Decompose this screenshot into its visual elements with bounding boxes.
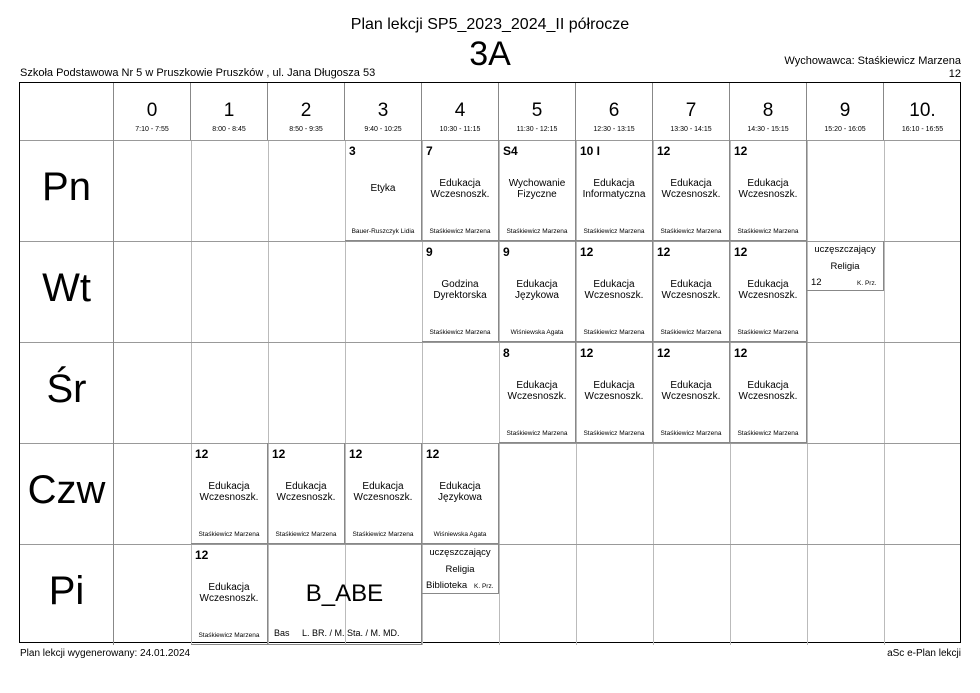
lesson-cell[interactable] [268,443,345,544]
lesson-cell[interactable] [422,140,499,241]
period-number: 7 [685,100,697,121]
lesson-room: 12 [580,245,594,259]
lesson-room: 12 [734,346,748,360]
lesson-cell[interactable] [653,342,730,443]
lesson-cell[interactable] [730,342,807,443]
period-number: 1 [223,100,235,121]
period-header [499,83,576,140]
timetable-grid [19,82,961,643]
lesson-cell[interactable] [191,544,268,645]
religion-room: 12 [811,277,822,288]
lesson-teacher: Wiśniewska Agata [510,329,564,336]
period-time: 9:40 - 10:25 [364,126,402,133]
lesson-teacher: Staśkiewicz Marzena [198,531,260,538]
religion-group: uczęszczający [429,547,491,558]
lesson-subject: Edukacja Wczesnoszk. [507,380,567,402]
period-number: 8 [762,100,774,121]
tutor-room: 12 [948,68,961,80]
day-cell [20,443,114,544]
lesson-room: 12 [195,447,209,461]
lesson-subject: Edukacja Językowa [438,481,482,503]
lesson-room: 12 [657,144,671,158]
page-title: Plan lekcji SP5_2023_2024_II półrocze [350,16,630,33]
group-title: B_ABE [305,580,384,607]
lesson-subject: Edukacja Wczesnoszk. [199,481,259,503]
religion-group: uczęszczający [814,244,876,255]
lesson-teacher: Staśkiewicz Marzena [583,228,645,235]
lesson-teacher: Staśkiewicz Marzena [583,430,645,437]
period-number: 4 [454,100,466,121]
period-number: 10. [909,100,936,121]
period-number: 3 [377,100,389,121]
lesson-teacher: Staśkiewicz Marzena [506,228,568,235]
religion-subject: Religia [445,564,475,575]
lesson-subject: Edukacja Informatyczna [582,178,646,200]
day-name: Śr [46,367,87,411]
lesson-cell[interactable] [191,443,268,544]
day-cell [20,241,114,342]
lesson-teacher: Staśkiewicz Marzena [198,632,260,639]
lesson-subject: Edukacja Wczesnoszk. [199,582,259,604]
lesson-subject: Edukacja Wczesnoszk. [661,279,721,301]
period-time: 16:10 - 16:55 [901,126,944,133]
grid-corner [20,83,114,140]
tutor-label: Wychowawca: Staśkiewicz Marzena [784,55,961,67]
lesson-cell[interactable] [730,241,807,342]
class-name: 3A [469,35,511,73]
lesson-teacher: Staśkiewicz Marzena [737,329,799,336]
lesson-cell[interactable] [576,342,653,443]
lesson-room: S4 [503,144,518,158]
lesson-room: 8 [503,346,510,360]
lesson-room: 7 [426,144,433,158]
lesson-cell[interactable] [499,342,576,443]
period-header [653,83,730,140]
lesson-teacher: Staśkiewicz Marzena [429,329,491,336]
lesson-room: 3 [349,144,356,158]
religion-cell[interactable] [807,241,884,291]
lesson-subject: Edukacja Językowa [515,279,559,301]
lesson-teacher: Staśkiewicz Marzena [352,531,414,538]
lesson-room: 12 [580,346,594,360]
day-name: Pi [48,569,85,613]
lesson-cell[interactable] [730,140,807,241]
period-time: 12:30 - 13:15 [593,126,635,133]
generated-date: Plan lekcji wygenerowany: 24.01.2024 [20,648,191,659]
group-lesson-cell[interactable] [268,544,422,645]
period-time: 8:00 - 8:45 [212,126,246,133]
lesson-subject: Etyka [370,183,396,194]
lesson-room: 12 [272,447,286,461]
period-header [730,83,807,140]
lesson-cell[interactable] [499,140,576,241]
period-header [345,83,422,140]
lesson-cell[interactable] [653,140,730,241]
lesson-cell[interactable] [422,241,499,342]
day-name: Wt [42,266,91,310]
lesson-room: 9 [503,245,510,259]
lesson-room: 12 [195,548,209,562]
period-header [422,83,499,140]
lesson-subject: Edukacja Wczesnoszk. [584,380,644,402]
day-name: Pn [42,165,91,209]
day-name: Czw [27,468,106,512]
lesson-subject: Edukacja Wczesnoszk. [738,178,798,200]
column-divider [884,140,885,645]
lesson-teacher: Staśkiewicz Marzena [660,329,722,336]
lesson-subject: Godzina Dyrektorska [433,279,487,301]
lesson-teacher: Staśkiewicz Marzena [660,228,722,235]
lesson-subject: Edukacja Wczesnoszk. [738,279,798,301]
lesson-cell[interactable] [422,443,499,544]
lesson-teacher: Staśkiewicz Marzena [660,430,722,437]
lesson-cell[interactable] [345,443,422,544]
lesson-teacher: Staśkiewicz Marzena [737,430,799,437]
period-header [191,83,268,140]
lesson-teacher: Wiśniewska Agata [433,531,487,538]
day-cell [20,140,114,241]
software-credit: aSc e-Plan lekcji [887,648,961,659]
period-time: 15:20 - 16:05 [824,126,866,133]
group-room: Bas [274,628,290,638]
period-time: 7:10 - 7:55 [135,126,169,133]
religion-cell[interactable] [422,544,499,594]
period-number: 0 [146,100,158,121]
religion-room: Biblioteka [426,580,468,591]
lesson-room: 9 [426,245,433,259]
lesson-room: 12 [734,245,748,259]
lesson-room: 10 I [580,144,601,158]
row-divider [20,342,960,343]
lesson-subject: Edukacja Wczesnoszk. [430,178,490,200]
period-header [807,83,884,140]
period-header [884,83,961,140]
lesson-cell[interactable] [576,241,653,342]
lesson-teacher: Staśkiewicz Marzena [583,329,645,336]
lesson-subject: Edukacja Wczesnoszk. [353,481,413,503]
school-name: Szkoła Podstawowa Nr 5 w Pruszkowie Pruszków , ul. Jana Długosza 53 [20,67,376,79]
column-divider [807,140,808,645]
day-cell [20,544,114,645]
period-header [268,83,345,140]
lesson-cell[interactable] [499,241,576,342]
lesson-subject: Edukacja Wczesnoszk. [661,178,721,200]
period-time: 14:30 - 15:15 [747,126,789,133]
lesson-teacher: Bauer-Ruszczyk Lidia [351,228,415,235]
lesson-teacher: Staśkiewicz Marzena [275,531,337,538]
lesson-subject: Wychowanie Fizyczne [508,178,566,200]
period-time: 10:30 - 11:15 [439,126,481,133]
lesson-cell[interactable] [345,140,422,241]
period-header [576,83,653,140]
lesson-cell[interactable] [576,140,653,241]
period-number: 5 [531,100,543,121]
lesson-teacher: Staśkiewicz Marzena [737,228,799,235]
lesson-teacher: Staśkiewicz Marzena [429,228,491,235]
lesson-room: 12 [657,346,671,360]
lesson-room: 12 [349,447,363,461]
period-time: 13:30 - 14:15 [670,126,712,133]
lesson-subject: Edukacja Wczesnoszk. [661,380,721,402]
lesson-subject: Edukacja Wczesnoszk. [276,481,336,503]
period-number: 9 [839,100,851,121]
lesson-room: 12 [426,447,440,461]
religion-subject: Religia [830,261,860,272]
lesson-room: 12 [734,144,748,158]
group-teachers: L. BR. / M. Sta. / M. MD. [302,628,400,638]
lesson-room: 12 [657,245,671,259]
religion-teacher: K. Prz. [474,583,494,590]
period-header [114,83,191,140]
day-cell [20,342,114,443]
period-time: 11:30 - 12:15 [516,126,558,133]
period-number: 2 [300,100,312,121]
lesson-cell[interactable] [653,241,730,342]
period-time: 8:50 - 9:35 [289,126,323,133]
lesson-subject: Edukacja Wczesnoszk. [738,380,798,402]
lesson-teacher: Staśkiewicz Marzena [506,430,568,437]
religion-teacher: K. Prz. [857,280,877,287]
period-number: 6 [608,100,620,121]
lesson-subject: Edukacja Wczesnoszk. [584,279,644,301]
